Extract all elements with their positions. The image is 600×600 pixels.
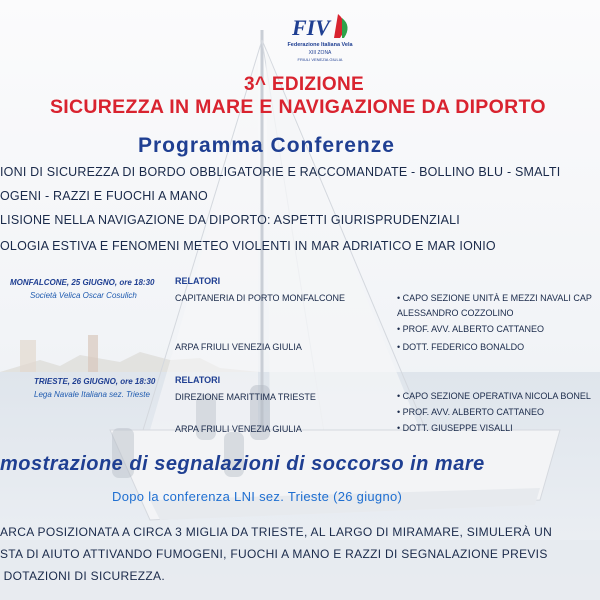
org-name: CAPITANERIA DI PORTO MONFALCONE: [175, 293, 346, 303]
speaker-name: • PROF. AVV. ALBERTO CATTANEO: [397, 407, 545, 417]
topic-line: LISIONE NELLA NAVIGAZIONE DA DIPORTO: ASPETTI GIURISPRUDENZIALI: [0, 213, 460, 227]
logo-mark: FIV: [292, 15, 330, 40]
event-venue: Lega Navale Italiana sez. Trieste: [34, 390, 150, 399]
speaker-name: • PROF. AVV. ALBERTO CATTANEO: [397, 324, 545, 334]
edition-label: 3^ EDIZIONE: [244, 74, 364, 95]
speaker-name: ALESSANDRO COZZOLINO: [397, 308, 514, 318]
logo-zone: XIII ZONA: [308, 50, 332, 56]
sail-logo-icon: [272, 10, 382, 40]
event-place-date: TRIESTE, 26 GIUGNO, ore 18:30: [34, 377, 156, 386]
relatori-label: RELATORI: [175, 375, 221, 385]
event-title: SICUREZZA IN MARE E NAVIGAZIONE DA DIPORTO: [50, 96, 546, 118]
topic-line: IONI DI SICUREZZA DI BORDO OBBLIGATORIE E RACCOMANDATE - BOLLINO BLU - SMALTI: [0, 165, 561, 179]
speaker-name: • CAPO SEZIONE OPERATIVA NICOLA BONEL: [397, 391, 591, 401]
speaker-name: • DOTT. FEDERICO BONALDO: [397, 342, 525, 352]
event-place-date: MONFALCONE, 25 GIUGNO, ore 18:30: [10, 278, 155, 287]
speaker-name: • CAPO SEZIONE UNITÀ E MEZZI NAVALI CAP: [397, 293, 592, 303]
event-venue: Società Velica Oscar Cosulich: [30, 291, 137, 300]
demo-title: mostrazione di segnalazioni di soccorso in mare: [0, 453, 485, 475]
speaker-name: • DOTT. GIUSEPPE VISALLI: [397, 423, 513, 433]
demo-subtitle: Dopo la conferenza LNI sez. Trieste (26 giugno): [112, 489, 403, 504]
demo-text-line: STA DI AIUTO ATTIVANDO FUMOGENI, FUOCHI A MANO E RAZZI DI SEGNALAZIONE PREVIS: [0, 547, 548, 561]
demo-text-line: DOTAZIONI DI SICUREZZA.: [0, 569, 165, 583]
logo-region: FRIULI VENEZIA GIULIA: [297, 57, 343, 62]
topic-line: OGENI - RAZZI E FUOCHI A MANO: [0, 189, 208, 203]
org-name: ARPA FRIULI VENEZIA GIULIA: [175, 342, 302, 352]
program-heading: Programma Conferenze: [138, 134, 395, 157]
org-name: DIREZIONE MARITTIMA TRIESTE: [175, 392, 316, 402]
relatori-label: RELATORI: [175, 276, 221, 286]
org-name: ARPA FRIULI VENEZIA GIULIA: [175, 424, 302, 434]
fiv-logo: [272, 10, 382, 70]
topic-line: OLOGIA ESTIVA E FENOMENI METEO VIOLENTI IN MAR ADRIATICO E MAR IONIO: [0, 239, 496, 253]
logo-name: Federazione Italiana Vela: [287, 42, 353, 48]
demo-text-line: ARCA POSIZIONATA A CIRCA 3 MIGLIA DA TRIESTE, AL LARGO DI MIRAMARE, SIMULERÀ UN: [0, 525, 553, 539]
